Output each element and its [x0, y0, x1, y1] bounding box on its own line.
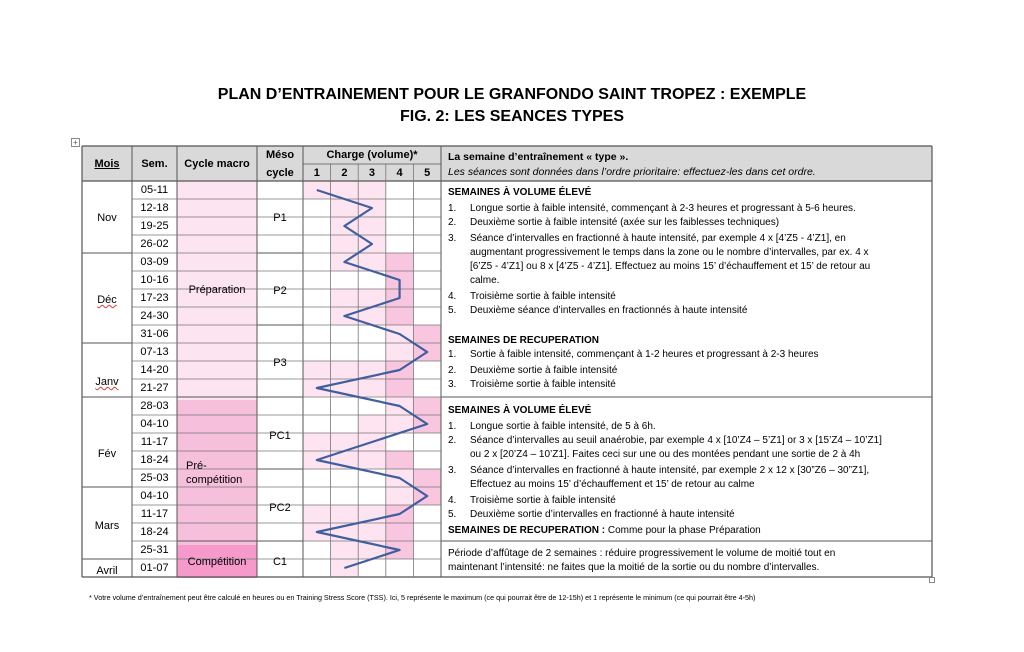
s1-num-4: 4. — [448, 291, 457, 302]
s1-item-1: Longue sortie à faible intensité, commençant à 2-3 heures et progressant à 5-6 heures. — [470, 203, 856, 214]
charge-level-2: 2 — [341, 166, 348, 179]
meso-c1: C1 — [272, 556, 288, 568]
week-cell: 21-27 — [140, 382, 169, 394]
meso-p3: P3 — [273, 357, 287, 369]
week-cell: 17-23 — [140, 292, 169, 304]
desc-header-title: La semaine d’entraînement « type ». — [448, 151, 629, 163]
week-cell: 28-03 — [140, 400, 169, 412]
week-cell: 04-10 — [140, 490, 169, 502]
s1-item-3: Séance d’intervalles en fractionné à haute intensité, par exemple 4 x [4’Z5 - 4’Z1], en — [470, 233, 846, 244]
week-cell: 05-11 — [140, 184, 169, 196]
s2-num-2: 2. — [448, 365, 457, 376]
s2-item-1: Sortie à faible intensité, commençant à 1-2 heures et progressant à 2-3 heures — [470, 349, 819, 360]
header-mois: Mois — [94, 157, 120, 170]
s3-item-1: Longue sortie à faible intensité, de 5 à 6h. — [470, 421, 656, 432]
s1-item-4: Troisième sortie à faible intensité — [470, 291, 616, 302]
s4-line-2: maintenant l’intensité: ne faites que la moitié de la sortie ou du nombre d’intervalles. — [448, 562, 820, 573]
s3-heading: SEMAINES À VOLUME ÉLEVÉ — [448, 405, 592, 416]
s4-line-1: Période d’affûtage de 2 semaines : réduire progressivement le volume de moitié tout en — [448, 548, 836, 559]
s2-heading: SEMAINES DE RECUPERATION — [448, 335, 599, 346]
week-cell: 03-09 — [140, 256, 169, 268]
s1-item-3-cont-3: calme. — [470, 275, 500, 286]
macro-pre-competition-1: Pré- — [186, 460, 207, 472]
s2-item-2: Deuxième sortie à faible intensité — [470, 365, 618, 376]
week-cell: 18-24 — [140, 454, 169, 466]
macro-preparation: Préparation — [188, 284, 246, 296]
s3-num-3: 3. — [448, 465, 457, 476]
s3-item-5: Deuxième sortie d’intervalles en fractionné à haute intensité — [470, 509, 735, 520]
s2-num-3: 3. — [448, 379, 457, 390]
header-meso-2: cycle — [266, 166, 294, 179]
meso-p1: P1 — [273, 212, 287, 224]
meso-pc2: PC2 — [269, 502, 291, 514]
s3-item-4: Troisième sortie à faible intensité — [470, 495, 616, 506]
week-cell: 11-17 — [140, 436, 169, 448]
meso-p2: P2 — [273, 285, 287, 297]
header-cycle-macro: Cycle macro — [184, 157, 250, 170]
footnote: * Votre volume d’entraînement peut être calculé en heures ou en Training Stress Score (TSS). Ici, 5 représente le maximum (ce qui pourrait être de 12-15h) et 1 représente le minimum (ce qui pourrait être 4-5h) — [89, 593, 756, 602]
charge-level-5: 5 — [424, 166, 431, 179]
month-mars: Mars — [94, 520, 120, 532]
table-resize-handle-icon[interactable] — [929, 577, 935, 583]
week-cell: 25-03 — [140, 472, 169, 484]
week-cell: 07-13 — [140, 346, 169, 358]
week-cell: 18-24 — [140, 526, 169, 538]
month-nov: Nov — [97, 212, 117, 224]
month-avril: Avril — [96, 564, 118, 577]
s3-num-2: 2. — [448, 435, 457, 446]
s1-num-1: 1. — [448, 203, 457, 214]
week-cell: 10-16 — [140, 274, 169, 286]
macro-competition: Compétition — [187, 556, 247, 568]
s3-recup: SEMAINES DE RECUPERATION : Comme pour la phase Préparation — [448, 525, 761, 536]
s1-num-5: 5. — [448, 305, 457, 316]
week-cell: 04-10 — [140, 418, 169, 430]
week-cell: 25-31 — [140, 544, 169, 556]
header-sem: Sem. — [141, 157, 168, 170]
header-charge: Charge (volume)* — [326, 149, 418, 161]
page-title: PLAN D’ENTRAINEMENT POUR LE GRANFONDO SAINT TROPEZ : EXEMPLE — [217, 86, 807, 103]
s2-num-1: 1. — [448, 349, 457, 360]
s3-item-2-cont: ou 2 x [20’Z4 – 10’Z1]. Faites ceci sur une ou des montées pendant une sortie de 2 à 4h — [470, 449, 861, 460]
macro-pre-competition-2: compétition — [186, 474, 243, 486]
week-cell: 14-20 — [140, 364, 169, 376]
week-cell: 31-06 — [140, 328, 169, 340]
s1-item-5: Deuxième séance d’intervalles en fractionnés à haute intensité — [470, 305, 748, 316]
desc-header-subtitle: Les séances sont données dans l’ordre prioritaire: effectuez-les dans cet ordre. — [448, 166, 816, 178]
s1-item-3-cont-2: [6’Z5 - 4’Z1] ou 8 x [4’Z5 - 4’Z1]. Effectuez au moins 15’ d’échauffement et 15’ de retour au — [470, 261, 871, 272]
s1-item-3-cont-1: augmentant progressivement le temps dans la zone ou le nombre d’intervalles, par ex. 4 x — [470, 247, 869, 258]
s3-num-5: 5. — [448, 509, 457, 520]
s3-item-3: Séance d’intervalles en fractionné à haute intensité, par exemple 2 x 12 x [30”Z6 – 30”Z1], — [470, 465, 870, 476]
s1-item-2: Deuxième sortie à faible intensité (axée sur les faiblesses techniques) — [470, 217, 780, 228]
s3-item-3-cont: Effectuez au moins 15’ d’échauffement et 15’ de retour au calme — [470, 479, 755, 490]
s3-item-2: Séance d’intervalles au seuil anaérobie, par exemple 4 x [10’Z4 – 5’Z1] or 3 x [15’Z4 – 10’Z1] — [470, 435, 882, 446]
week-cell: 01-07 — [140, 562, 169, 574]
table-move-handle-icon[interactable]: + — [71, 138, 80, 147]
week-cell: 26-02 — [140, 238, 169, 250]
week-cell: 24-30 — [140, 310, 169, 322]
charge-level-3: 3 — [368, 166, 376, 179]
meso-pc1: PC1 — [269, 430, 291, 442]
s3-num-4: 4. — [448, 495, 457, 506]
week-cell: 12-18 — [140, 202, 169, 214]
month-dec: Déc — [97, 294, 117, 306]
month-janv: Janv — [95, 376, 119, 388]
s1-heading: SEMAINES À VOLUME ÉLEVÉ — [448, 187, 592, 198]
charge-level-1: 1 — [313, 166, 320, 179]
s2-item-3: Troisième sortie à faible intensité — [470, 379, 616, 390]
week-cell: 11-17 — [140, 508, 169, 520]
s1-num-2: 2. — [448, 217, 457, 228]
s1-num-3: 3. — [448, 233, 457, 244]
week-cell: 19-25 — [140, 220, 169, 232]
page-subtitle: FIG. 2: LES SEANCES TYPES — [399, 108, 625, 125]
charge-level-4: 4 — [396, 166, 403, 179]
month-fev: Fév — [97, 448, 117, 460]
header-meso-1: Méso — [265, 149, 295, 161]
s3-num-1: 1. — [448, 421, 457, 432]
